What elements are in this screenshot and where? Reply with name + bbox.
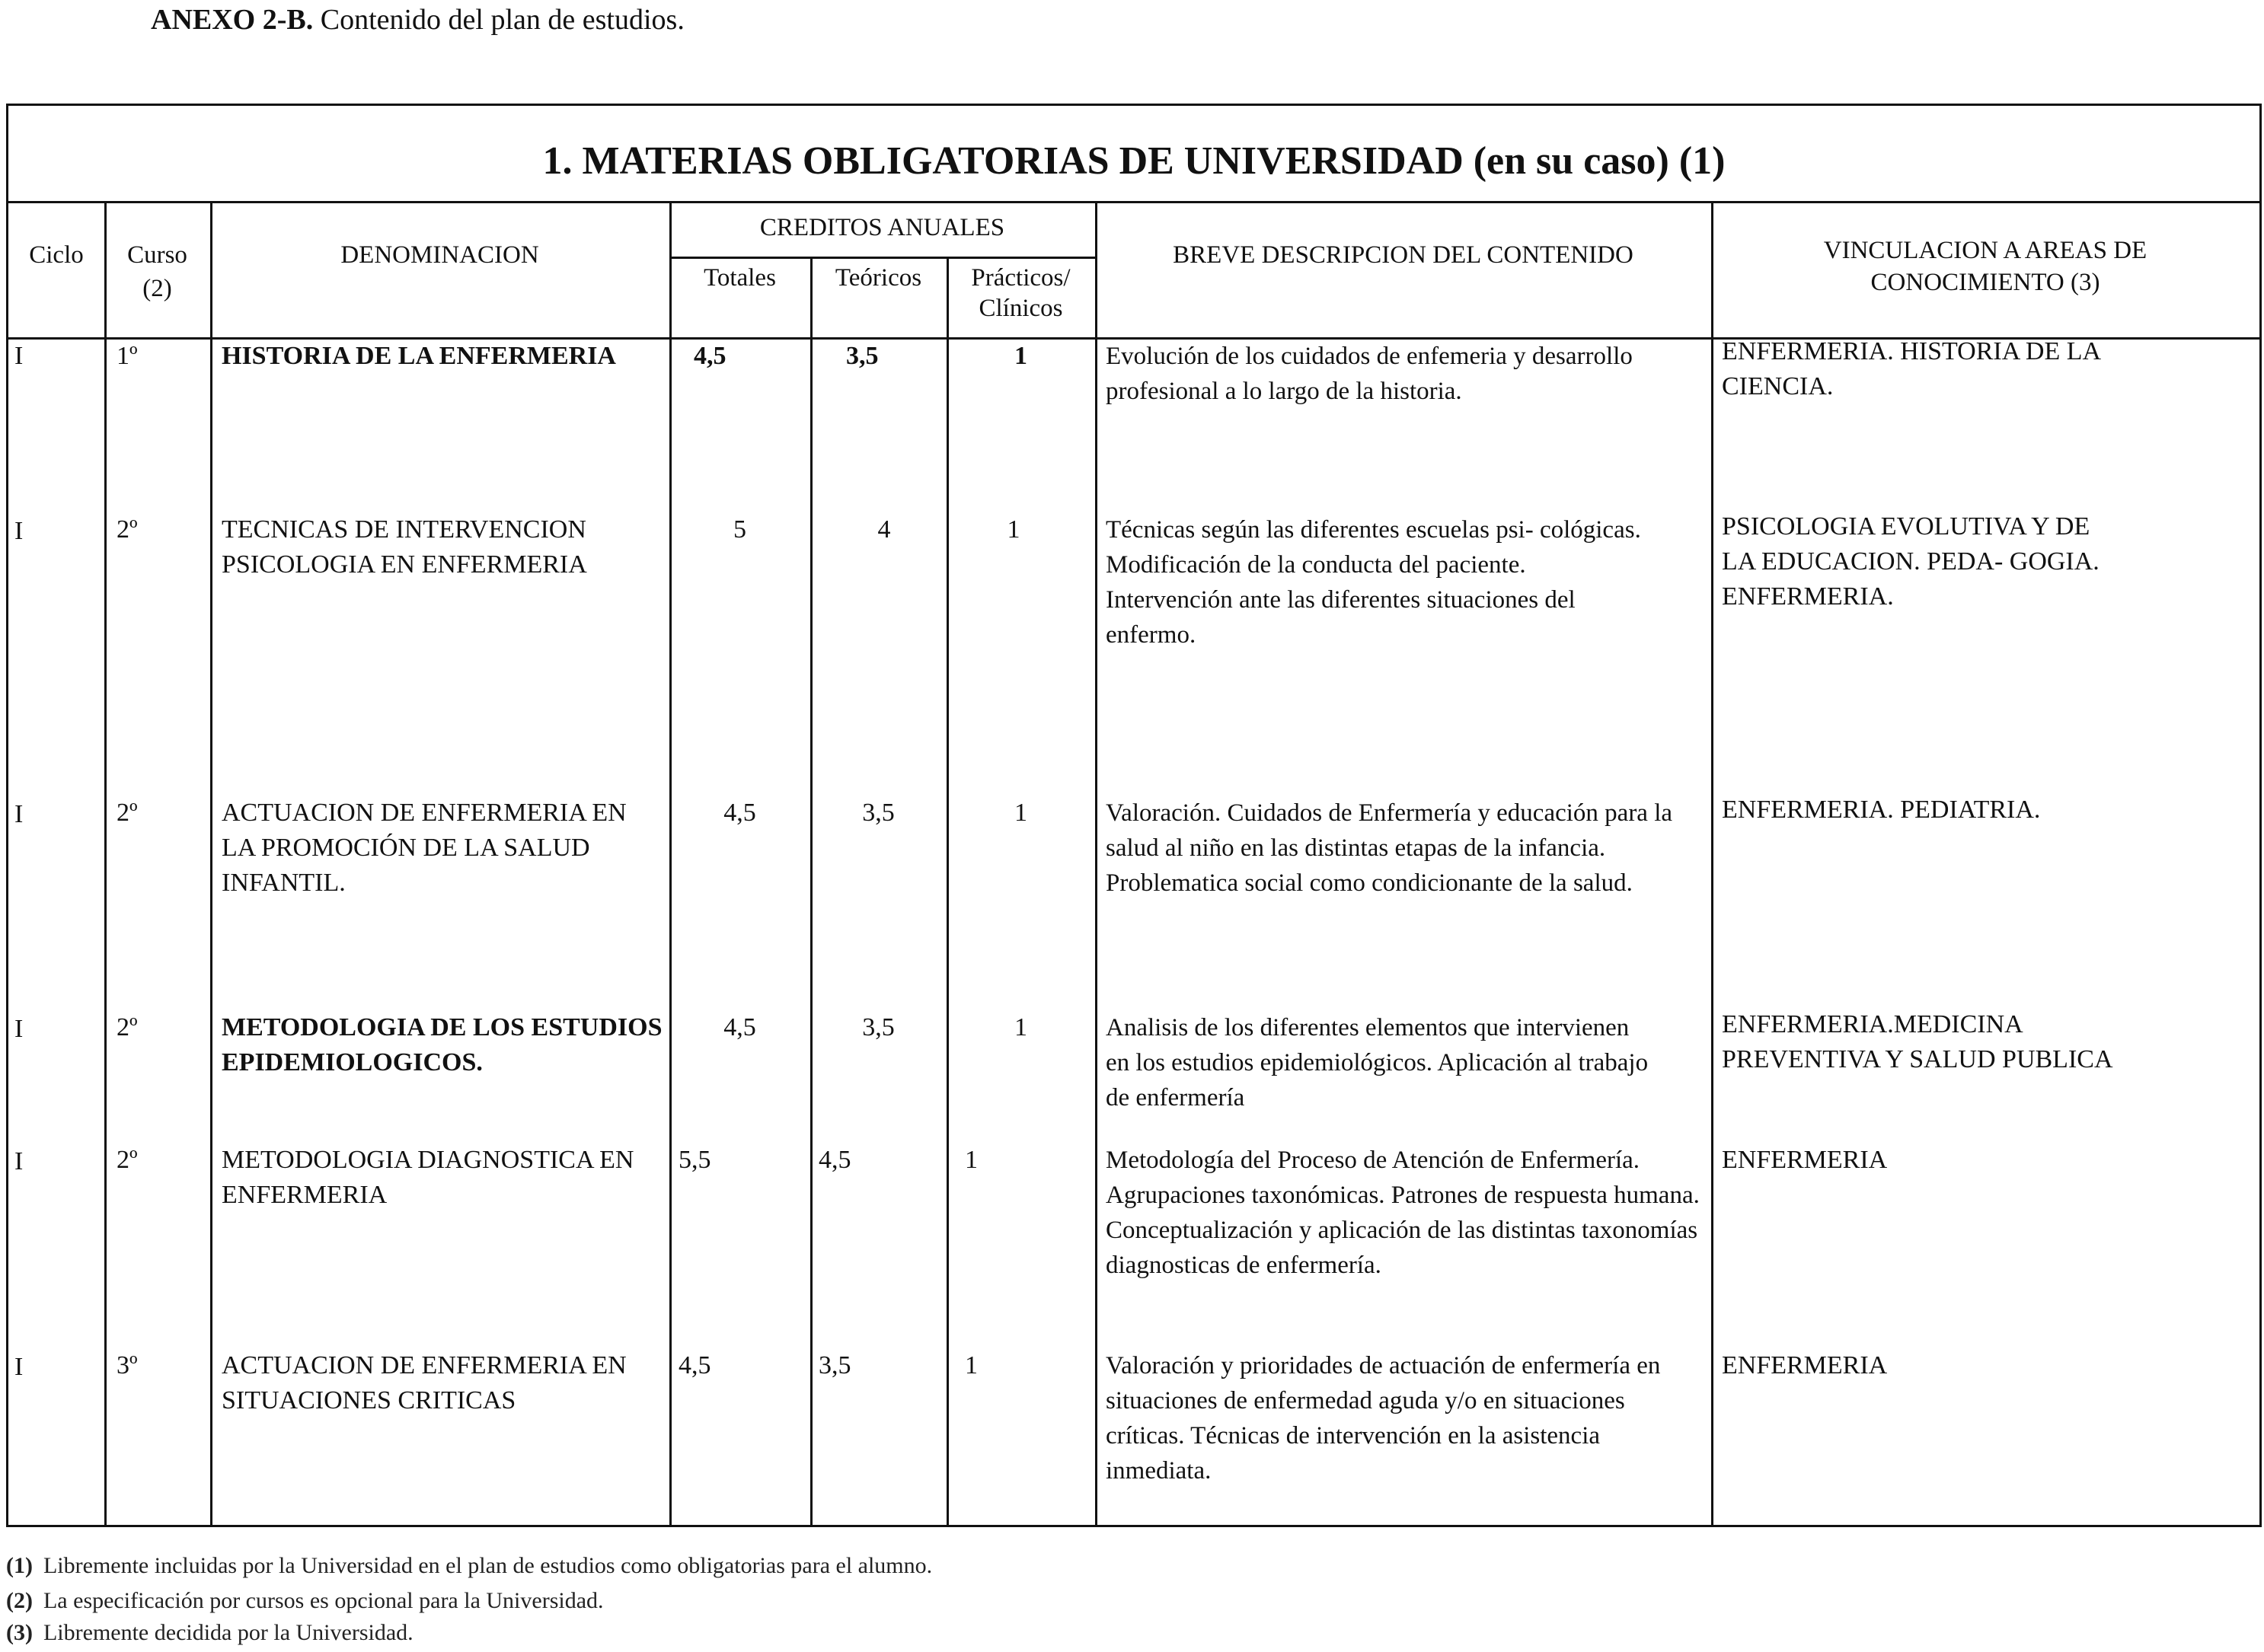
header-vinculacion-2: CONOCIMIENTO (3) bbox=[1870, 269, 2100, 296]
header-descripcion: BREVE DESCRIPCION DEL CONTENIDO bbox=[1173, 241, 1633, 269]
row-5-totales: 5,5 bbox=[679, 1146, 711, 1174]
footnote-1-mark: (1) bbox=[6, 1553, 33, 1578]
row-3-curso: 2º bbox=[117, 799, 138, 827]
row-6-totales: 4,5 bbox=[679, 1351, 711, 1379]
footnote-2-text: La especificación por cursos es opcional para la Universidad. bbox=[43, 1588, 604, 1613]
row-2-denominacion: TECNICAS DE INTERVENCION PSICOLOGIA EN ENFERMERIA bbox=[222, 515, 587, 579]
row-2-totales: 5 bbox=[733, 515, 746, 544]
header-denominacion: DENOMINACION bbox=[340, 241, 539, 269]
col-divider bbox=[1711, 203, 1713, 1525]
footnote-3-text: Libremente decidida por la Universidad. bbox=[43, 1620, 414, 1645]
row-5-practicos: 1 bbox=[965, 1146, 978, 1174]
col-divider bbox=[947, 258, 949, 1525]
row-5-descripcion: Metodología del Proceso de Atención de Enfermería. Agrupaciones taxonómicas. Patrones de respuesta humana. Conceptualización y aplicación de las distintas taxonomías diagnosticas de enfermería. bbox=[1106, 1147, 1700, 1279]
row-6-ciclo: I bbox=[14, 1353, 24, 1381]
row-4-practicos: 1 bbox=[1014, 1013, 1027, 1041]
annex-heading bbox=[151, 3, 685, 37]
row-6-denominacion: ACTUACION DE ENFERMERIA EN SITUACIONES CRITICAS bbox=[222, 1351, 627, 1414]
footnote-1-text: Libremente incluidas por la Universidad en el plan de estudios como obligatorias para el alumno. bbox=[43, 1553, 933, 1578]
header-teoricos: Teóricos bbox=[835, 264, 922, 292]
header-curso: Curso bbox=[127, 241, 187, 269]
row-6-practicos: 1 bbox=[965, 1351, 978, 1379]
row-6-curso: 3º bbox=[117, 1351, 138, 1379]
row-2-curso: 2º bbox=[117, 515, 138, 544]
col-divider bbox=[810, 258, 813, 1525]
row-1-denominacion: HISTORIA DE LA ENFERMERIA bbox=[222, 342, 616, 370]
row-1-teoricos: 3,5 bbox=[846, 342, 879, 370]
row-2-descripcion: Técnicas según las diferentes escuelas psi- cológicas. Modificación de la conducta del paciente. Intervención ante las diferentes situaciones del enfermo. bbox=[1106, 516, 1641, 649]
row-4-ciclo: I bbox=[14, 1015, 24, 1043]
row-4-descripcion: Analisis de los diferentes elementos que intervienen en los estudios epidemiológicos. Aplicación al trabajo de enfermería bbox=[1106, 1014, 1649, 1111]
subjects-table bbox=[6, 104, 2262, 1527]
row-3-denominacion: ACTUACION DE ENFERMERIA EN LA PROMOCIÓN DE LA SALUD INFANTIL. bbox=[222, 799, 627, 897]
row-1-vinculacion: ENFERMERIA. HISTORIA DE LA CIENCIA. bbox=[1722, 337, 2100, 400]
row-1-descripcion: Evolución de los cuidados de enfemeria y desarrollo profesional a lo largo de la historia. bbox=[1106, 343, 1633, 405]
row-1-curso: 1º bbox=[117, 342, 138, 370]
annex-label: ANEXO 2-B. bbox=[151, 4, 314, 36]
row-4-vinculacion: ENFERMERIA.MEDICINA PREVENTIVA Y SALUD PUBLICA bbox=[1722, 1010, 2113, 1073]
row-5-curso: 2º bbox=[117, 1146, 138, 1174]
row-5-vinculacion: ENFERMERIA bbox=[1722, 1146, 1888, 1174]
footnote-3-mark: (3) bbox=[6, 1620, 33, 1645]
col-divider bbox=[210, 203, 212, 1525]
footnote-3 bbox=[6, 1620, 414, 1646]
footnote-1 bbox=[6, 1553, 932, 1579]
row-6-vinculacion: ENFERMERIA bbox=[1722, 1351, 1888, 1379]
col-divider bbox=[104, 203, 107, 1525]
footnote-2 bbox=[6, 1588, 604, 1614]
header-creditos: CREDITOS ANUALES bbox=[759, 214, 1005, 241]
row-4-curso: 2º bbox=[117, 1013, 138, 1041]
row-2-teoricos: 4 bbox=[877, 515, 891, 544]
row-4-denominacion: METODOLOGIA DE LOS ESTUDIOS EPIDEMIOLOGICOS. bbox=[222, 1013, 663, 1076]
header-practicos: Prácticos/ bbox=[971, 264, 1071, 292]
header-curso-note: (2) bbox=[142, 275, 172, 302]
row-4-teoricos: 3,5 bbox=[862, 1013, 895, 1041]
row-3-teoricos: 3,5 bbox=[862, 799, 895, 827]
row-2-vinculacion: PSICOLOGIA EVOLUTIVA Y DE LA EDUCACION. PEDA- GOGIA. ENFERMERIA. bbox=[1722, 512, 2100, 611]
footnote-2-mark: (2) bbox=[6, 1588, 33, 1613]
row-2-practicos: 1 bbox=[1007, 515, 1020, 544]
row-1-practicos: 1 bbox=[1014, 342, 1027, 370]
header-totales: Totales bbox=[704, 264, 776, 292]
row-3-practicos: 1 bbox=[1014, 799, 1027, 827]
header-vinculacion-1: VINCULACION A AREAS DE bbox=[1823, 237, 2147, 264]
row-3-vinculacion: ENFERMERIA. PEDIATRIA. bbox=[1722, 796, 2041, 824]
row-3-totales: 4,5 bbox=[723, 799, 756, 827]
creditos-divider bbox=[669, 257, 1095, 259]
row-4-totales: 4,5 bbox=[723, 1013, 756, 1041]
row-5-ciclo: I bbox=[14, 1147, 24, 1175]
row-3-descripcion: Valoración. Cuidados de Enfermería y educación para la salud al niño en las distintas etapas de la infancia. Problematica social como condicionante de la salud. bbox=[1106, 799, 1673, 897]
row-5-teoricos: 4,5 bbox=[819, 1146, 851, 1174]
row-1-ciclo: I bbox=[14, 342, 24, 370]
header-clinicos: Clínicos bbox=[979, 295, 1063, 322]
col-divider bbox=[1095, 203, 1097, 1525]
row-2-ciclo: I bbox=[14, 517, 24, 545]
row-3-ciclo: I bbox=[14, 800, 24, 828]
col-divider bbox=[669, 203, 672, 1525]
row-6-teoricos: 3,5 bbox=[819, 1351, 851, 1379]
row-5-denominacion: METODOLOGIA DIAGNOSTICA EN ENFERMERIA bbox=[222, 1146, 634, 1209]
header-ciclo: Ciclo bbox=[29, 241, 84, 269]
annex-text: Contenido del plan de estudios. bbox=[320, 4, 685, 36]
row-6-descripcion: Valoración y prioridades de actuación de enfermería en situaciones de enfermedad aguda y/o en situaciones críticas. Técnicas de intervención en la asistencia inmediata. bbox=[1106, 1352, 1661, 1485]
row-1-totales: 4,5 bbox=[694, 342, 726, 370]
table-title: 1. MATERIAS OBLIGATORIAS DE UNIVERSIDAD (en su caso) (1) bbox=[8, 106, 2259, 203]
